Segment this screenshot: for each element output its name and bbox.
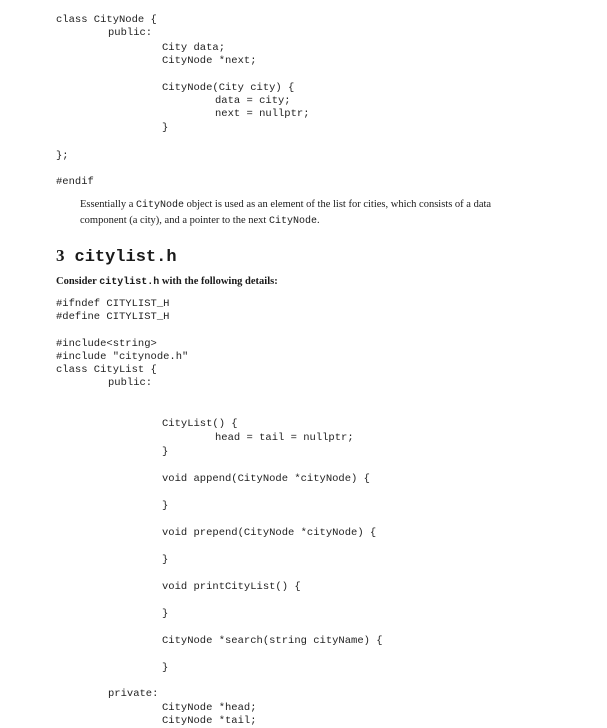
section-title: citylist.h xyxy=(74,248,177,267)
code-line: next = nullptr; xyxy=(215,108,310,120)
code-line: public: xyxy=(108,377,153,389)
code-line: } xyxy=(162,446,169,458)
code-line: void prepend(CityNode *cityNode) { xyxy=(162,527,377,539)
text-run: Consider xyxy=(56,276,100,287)
code-line: public: xyxy=(108,27,153,39)
code-line: } xyxy=(162,608,169,620)
code-line: void printCityList() { xyxy=(162,581,301,593)
text-run: . xyxy=(316,215,320,226)
code-line: CityNode *head; xyxy=(162,702,257,714)
code-line: class CityList { xyxy=(56,364,157,376)
code-line: #include "citynode.h" xyxy=(56,351,189,363)
code-line: CityNode(City city) { xyxy=(162,82,295,94)
code-line: CityNode *search(string cityName) { xyxy=(162,635,383,647)
inline-code: CityNode xyxy=(136,200,185,211)
inline-code: citylist.h xyxy=(99,277,160,288)
code-line: } xyxy=(162,554,169,566)
code-line: City data; xyxy=(162,42,226,54)
citynode-description xyxy=(80,197,550,229)
text-run: with the following details: xyxy=(159,276,278,287)
code-line: } xyxy=(162,500,169,512)
section-number: 3 xyxy=(56,246,65,265)
code-line: CityList() { xyxy=(162,418,238,430)
text-run: Essentially a xyxy=(80,199,136,210)
code-line: CityNode *next; xyxy=(162,55,257,67)
code-line: } xyxy=(162,122,169,134)
code-line: #endif xyxy=(56,176,94,188)
inline-code: CityNode xyxy=(268,216,317,227)
text-run: object is used as an element of the list for cities, which consists of a data xyxy=(184,199,492,210)
code-line: data = city; xyxy=(215,95,291,107)
section-heading xyxy=(56,246,177,267)
code-line: CityNode *tail; xyxy=(162,715,257,727)
code-line: #define CITYLIST_H xyxy=(56,311,170,323)
code-line: #ifndef CITYLIST_H xyxy=(56,298,170,310)
code-line: }; xyxy=(56,150,69,162)
code-line: private: xyxy=(108,688,159,700)
code-line: #include<string> xyxy=(56,338,157,350)
code-line: void append(CityNode *cityNode) { xyxy=(162,473,370,485)
code-line: } xyxy=(162,662,169,674)
citylist-intro xyxy=(56,274,278,290)
code-line: class CityNode { xyxy=(56,14,157,26)
code-line: head = tail = nullptr; xyxy=(215,432,354,444)
text-run: component (a city), and a pointer to the next xyxy=(80,215,269,226)
